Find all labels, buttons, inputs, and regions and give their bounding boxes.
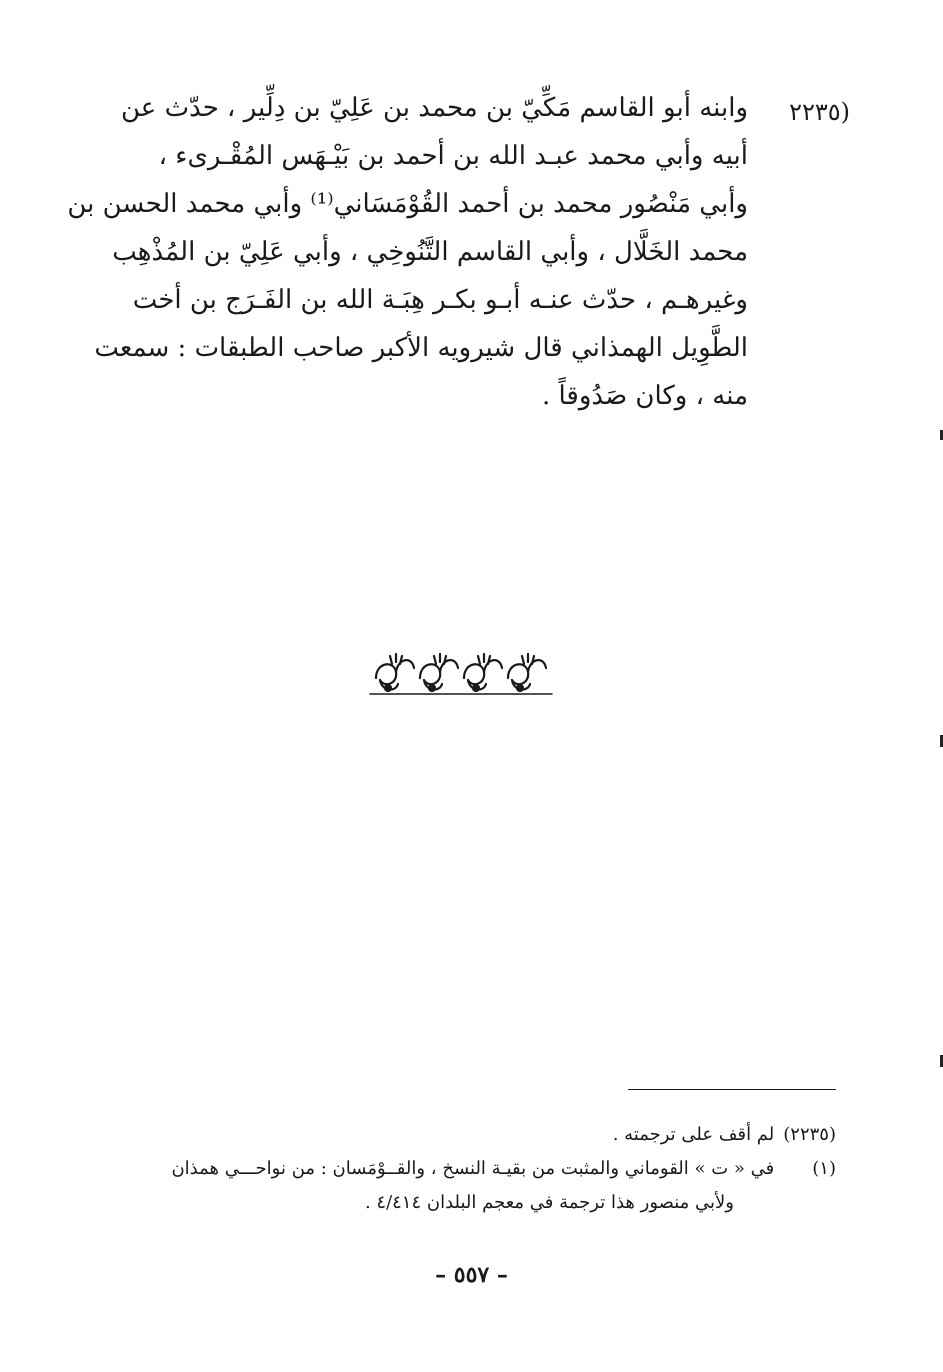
footnote-number: (١) bbox=[812, 1158, 836, 1179]
entry-line: وغيرهـم ، حدّث عنـه أبـو بكـر هِبَـة الله بن الفَـرَج بن أخت bbox=[132, 285, 748, 315]
page-number: – ٥٥٧ – bbox=[435, 1262, 508, 1288]
biography-entry bbox=[67, 84, 850, 420]
footnote-continuation: ولأبي منصور هذا ترجمة في معجم البلدان ٤/٤١٤ . bbox=[364, 1192, 734, 1213]
footnote-entry bbox=[90, 1118, 836, 1152]
footnote-text: في « ت » القوماني والمثبت من بقيـة النسخ ، والقــوْمَسان : من نواحـــي همذان bbox=[171, 1158, 775, 1179]
entry-line: محمد الخَلَّال ، وأبي القاسم التَّنُوخِي ، وأبي عَلِيّ بن المُذْهِب bbox=[112, 237, 748, 267]
entry-body bbox=[67, 84, 748, 420]
footnote-entry bbox=[90, 1152, 836, 1186]
entry-number: (٢٢٣٥ bbox=[789, 98, 850, 126]
entry-line: وأبي مَنْصُور محمد بن أحمد القُوْمَسَاني⁽¹⁾ وأبي محمد الحسن بن bbox=[67, 189, 748, 219]
entry-line: أبيه وأبي محمد عبـد الله بن أحمد بن بَيْـهَس المُقْـرىء ، bbox=[158, 141, 748, 171]
entry-line: الطَّوِيل الهمذاني قال شيرويه الأكبر صاحب الطبقات : سمعت bbox=[94, 333, 748, 363]
footnote-text: لم أقف على ترجمته . bbox=[612, 1124, 775, 1145]
footnotes bbox=[90, 1118, 836, 1220]
footnote-number: (٢٢٣٥) bbox=[783, 1124, 836, 1145]
entry-line: منه ، وكان صَدُوقاً . bbox=[541, 381, 748, 411]
footnote-separator bbox=[628, 1089, 836, 1090]
entry-line: وابنه أبو القاسم مَكِّيّ بن محمد بن عَلِيّ بن دِلِّير ، حدّث عن bbox=[121, 93, 748, 123]
arabesque-ornament-icon bbox=[366, 648, 556, 698]
